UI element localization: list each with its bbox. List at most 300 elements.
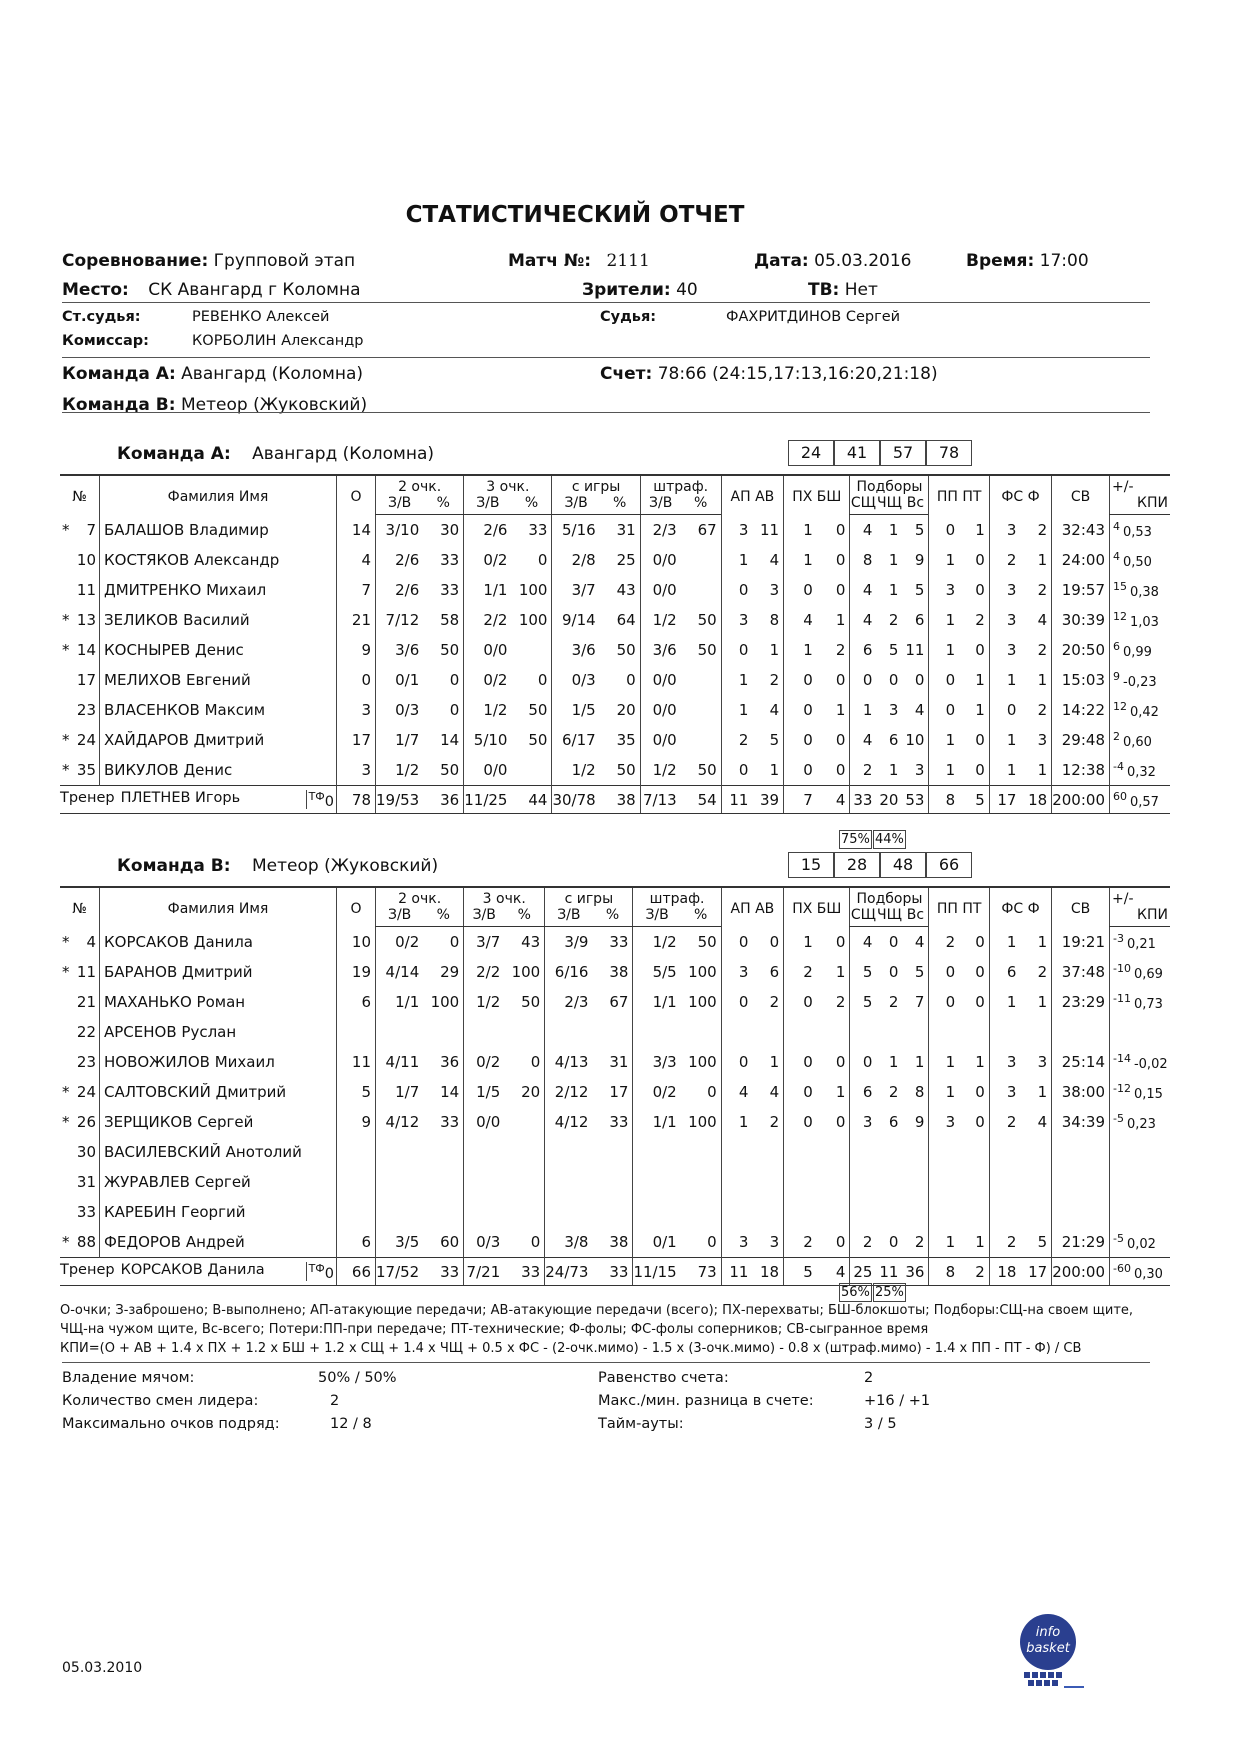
cell-chshch: 2 [888, 611, 899, 629]
cell-zf: 3/6 [640, 635, 681, 665]
cell-sshch: 4 [850, 605, 877, 635]
cell-ap: 1 [721, 695, 752, 725]
cell-pg: 50 [616, 761, 636, 779]
cell-p2: 33 [440, 1113, 460, 1131]
player-name: КОСТЯКОВ Александр [100, 545, 337, 575]
cell-vs: 53 [902, 786, 929, 814]
cell-p2: 100 [430, 993, 460, 1011]
cell-sshch: 25 [850, 1258, 877, 1286]
cell-sshch: 4 [850, 927, 877, 958]
cell-o: 9 [337, 635, 376, 665]
commissioner-label: Комиссар: [62, 333, 149, 349]
tf-label: ТФ [308, 1261, 325, 1275]
cell-pt: 1 [975, 671, 985, 689]
cell-plusminus-kpi [1110, 515, 1171, 546]
cell-kpi: 0,02 [1126, 1237, 1156, 1252]
cell-px: 2 [784, 957, 817, 987]
cell-pp: 3 [929, 1107, 959, 1137]
col-plusminus: +/- [1110, 475, 1171, 495]
cell-pg: 31 [609, 1053, 629, 1071]
cell-av: 3 [769, 581, 780, 599]
cell-o: 9 [337, 1107, 376, 1137]
cell-z3: 2/6 [464, 515, 512, 546]
cell-sshch: 4 [850, 575, 877, 605]
col-2pt-pct: % [423, 907, 464, 927]
cell-z2: 1/2 [376, 755, 424, 786]
cell-plusminus-kpi [1110, 786, 1171, 814]
cell-pg: 33 [592, 1258, 633, 1286]
cell-pt: 0 [975, 932, 985, 951]
cell-av: 8 [769, 611, 780, 629]
cell-number [60, 987, 100, 1017]
cell-zf: 1/2 [633, 927, 681, 958]
cell-pt: 1 [975, 701, 985, 719]
cell-zf: 0/2 [633, 1077, 681, 1107]
coach-name: КОРСАКОВ Данила [120, 1261, 265, 1278]
starter-mark: * [62, 1083, 70, 1101]
cell-pp [929, 1167, 959, 1197]
player-name: ВАСИЛЕВСКИЙ Анотолий [100, 1137, 337, 1167]
cell-bsh: 4 [817, 786, 850, 814]
cell-pf: 100 [688, 1113, 717, 1131]
cell-plusminus: 4 [1113, 550, 1120, 563]
cell-pg: 38 [600, 786, 641, 814]
cell-pg: 25 [616, 551, 636, 569]
cell-pg [592, 1017, 633, 1047]
cell-fs: 2 [989, 1107, 1020, 1137]
coach-label: Тренер [60, 789, 115, 806]
cell-fs: 3 [989, 605, 1020, 635]
cell-chshch: 3 [888, 701, 899, 719]
ties-label: Равенство счета: [598, 1370, 729, 1386]
cell-o: 21 [337, 605, 376, 635]
starter-mark: * [62, 611, 70, 629]
cell-chshch: 6 [888, 1113, 899, 1131]
cell-o [337, 1137, 376, 1167]
col-steals-blocks: ПХ БШ [784, 475, 850, 515]
cell-px: 5 [784, 1258, 817, 1286]
cell-kpi: 0,30 [1133, 1266, 1163, 1282]
cell-pg: 38 [609, 1233, 629, 1251]
cell-z3: 0/2 [464, 545, 512, 575]
cell-av: 2 [769, 1113, 780, 1131]
cell-plusminus: 2 [1113, 730, 1120, 743]
starter-mark: * [62, 1113, 70, 1131]
col-3pt-made: З/В [464, 495, 512, 515]
player-name: БАРАНОВ Дмитрий [100, 957, 337, 987]
player-row [60, 1017, 1170, 1047]
cell-chshch [876, 1197, 902, 1227]
cell-zg: 1/5 [552, 695, 600, 725]
chief-referee-row [62, 309, 141, 325]
col-3pt-pct: % [511, 495, 552, 515]
cell-kpi: 1,03 [1130, 615, 1159, 630]
match-row [508, 251, 650, 271]
cell-pt [959, 1017, 989, 1047]
cell-pt: 0 [975, 731, 985, 749]
cell-bsh: 2 [835, 993, 846, 1011]
cell-ap: 3 [721, 1227, 752, 1258]
cell-plusminus-kpi [1110, 545, 1171, 575]
print-date: 05.03.2010 [62, 1660, 143, 1676]
cell-plusminus: -3 [1113, 932, 1124, 945]
cell-z2: 1/7 [376, 1077, 424, 1107]
cell-sshch: 1 [850, 695, 877, 725]
col-def-reb: СЩ [850, 495, 877, 515]
col-fg-made: З/В [552, 495, 600, 515]
cell-z2: 4/14 [376, 957, 424, 987]
infobasket-logo-icon [1016, 1610, 1086, 1704]
cell-av: 4 [769, 701, 780, 719]
team-a-label: Команда А: [62, 364, 176, 384]
cell-number [60, 1137, 100, 1167]
cell-plusminus: -4 [1113, 760, 1124, 773]
cell-z3: 1/5 [464, 1077, 505, 1107]
cell-zg [545, 1017, 593, 1047]
cell-vs: 4 [914, 933, 925, 951]
cell-px: 0 [784, 755, 817, 786]
cell-px: 1 [784, 545, 817, 575]
player-row [60, 1197, 1170, 1227]
cell-pt: 0 [975, 1083, 985, 1101]
cell-z2: 19/53 [376, 786, 424, 814]
cell-plusminus: -5 [1113, 1112, 1124, 1125]
cell-fs: 2 [989, 1227, 1020, 1258]
cell-pp: 1 [929, 1077, 959, 1107]
cell-pp: 8 [929, 786, 959, 814]
legend [60, 1301, 1160, 1358]
cell-plusminus-kpi [1110, 1137, 1171, 1167]
cell-p3: 33 [528, 521, 548, 539]
cell-kpi: 0,21 [1126, 937, 1156, 952]
cell-chshch: 0 [888, 933, 899, 951]
cell-kpi: -0,02 [1133, 1057, 1168, 1072]
col-3pt: 3 очк. [464, 475, 552, 495]
cell-av: 18 [752, 1258, 783, 1286]
team-b-value: Метеор (Жуковский) [180, 395, 368, 415]
cell-bsh: 0 [835, 932, 846, 951]
cell-pf: 50 [697, 641, 717, 659]
col-plusminus: +/- [1110, 887, 1171, 907]
cell-number [60, 665, 100, 695]
starter-mark: * [62, 963, 70, 981]
player-row [60, 957, 1170, 987]
cell-p3: 20 [521, 1083, 541, 1101]
col-ft-made: З/В [633, 907, 681, 927]
cell-pp: 0 [929, 987, 959, 1017]
cell-z2: 4/11 [376, 1047, 424, 1077]
place-row [62, 280, 361, 300]
cell-zg: 3/7 [552, 575, 600, 605]
cell-number [60, 1227, 100, 1258]
cell-sv: 14:22 [1052, 695, 1110, 725]
cell-zf: 1/1 [633, 1107, 681, 1137]
player-row [60, 575, 1170, 605]
col-name: Фамилия Имя [100, 887, 337, 927]
cell-number [60, 545, 100, 575]
cell-o [337, 1017, 376, 1047]
max-run-value: 12 / 8 [330, 1416, 372, 1432]
cell-px [784, 1197, 817, 1227]
player-number: 31 [76, 1173, 96, 1191]
player-row [60, 1227, 1170, 1258]
cell-plusminus: -10 [1113, 962, 1131, 975]
cell-pf: 67 [697, 521, 717, 539]
starter-mark: * [62, 731, 70, 749]
cell-plusminus-kpi [1110, 665, 1171, 695]
cell-plusminus-kpi [1110, 1047, 1171, 1077]
cell-z2: 3/5 [376, 1227, 424, 1258]
starter-mark: * [62, 1233, 70, 1251]
cell-z2: 7/12 [376, 605, 424, 635]
cell-vs: 10 [905, 731, 925, 749]
cell-px: 1 [784, 515, 817, 546]
cell-sshch: 3 [850, 1107, 877, 1137]
cell-ap: 3 [721, 957, 752, 987]
cell-p3: 0 [530, 1233, 541, 1251]
player-number: 24 [76, 1083, 96, 1101]
possession-value: 50% / 50% [318, 1370, 397, 1386]
cell-vs: 1 [914, 1053, 925, 1071]
starter-mark: * [62, 641, 70, 659]
cell-vs: 5 [914, 581, 925, 599]
cell-pf [681, 695, 722, 725]
cell-plusminus-kpi [1110, 605, 1171, 635]
cell-p2: 33 [440, 581, 460, 599]
cell-plusminus-kpi [1110, 755, 1171, 786]
cell-bsh: 1 [835, 611, 846, 629]
cell-pg: 20 [616, 701, 636, 719]
cell-o [337, 1197, 376, 1227]
quarter-score-4: 78 [926, 440, 972, 466]
cell-z3 [464, 1017, 505, 1047]
quarter-score-2: 28 [834, 852, 880, 878]
cell-vs: 0 [914, 671, 925, 689]
cell-pp: 1 [929, 605, 959, 635]
cell-sshch [850, 1017, 877, 1047]
cell-plusminus: 6 [1113, 640, 1120, 653]
cell-p2: 50 [440, 641, 460, 659]
cell-sshch: 4 [850, 725, 877, 755]
header-divider-3 [62, 412, 1150, 413]
cell-p3 [504, 1197, 545, 1227]
cell-f: 17 [1020, 1258, 1051, 1286]
cell-o: 4 [337, 545, 376, 575]
cell-number [60, 1197, 100, 1227]
cell-bsh: 1 [835, 1083, 846, 1101]
cell-sv: 200:00 [1052, 1258, 1110, 1286]
player-name: ХАЙДАРОВ Дмитрий [100, 725, 337, 755]
cell-number [60, 1017, 100, 1047]
legend-line-3: КПИ=(О + АВ + 1.4 x ПХ + 1.2 x БШ + 1.2 x СЩ + 1.4 x ЧЩ + 0.5 x ФС - (2-очк.мимо) - 1.5 x (3-очк.мимо) - 0.8 x (штраф.мимо) - 1.4 x ПП - ПТ - Ф) / СВ [60, 1341, 1082, 1356]
cell-kpi: 0,15 [1133, 1087, 1163, 1102]
player-number: 4 [86, 932, 96, 951]
cell-plusminus: 9 [1113, 670, 1120, 683]
cell-pg: 17 [609, 1083, 629, 1101]
cell-pf: 50 [697, 761, 717, 779]
cell-f: 2 [1037, 581, 1048, 599]
score-label: Счет: [600, 364, 653, 384]
cell-plusminus: 4 [1113, 520, 1120, 533]
cell-f: 1 [1037, 671, 1048, 689]
col-fg: с игры [552, 475, 640, 495]
cell-vs: 11 [905, 641, 925, 659]
quarter-score-1: 15 [788, 852, 834, 878]
cell-plusminus: -11 [1113, 992, 1131, 1005]
player-row [60, 665, 1170, 695]
cell-f [1020, 1137, 1051, 1167]
cell-plusminus: 12 [1113, 700, 1127, 713]
spectators-label: Зрители: [582, 280, 671, 300]
cell-f [1020, 1017, 1051, 1047]
cell-z2 [376, 1137, 424, 1167]
col-fouls: ФС Ф [989, 887, 1051, 927]
cell-pp: 0 [929, 665, 959, 695]
cell-px: 0 [784, 665, 817, 695]
col-name: Фамилия Имя [100, 475, 337, 515]
cell-bsh: 1 [835, 701, 846, 719]
cell-z3: 3/7 [464, 927, 505, 958]
cell-bsh: 0 [835, 1113, 846, 1131]
cell-p2: 36 [440, 1053, 460, 1071]
cell-sv: 21:29 [1052, 1227, 1110, 1258]
cell-o: 5 [337, 1077, 376, 1107]
cell-plusminus-kpi [1110, 1197, 1171, 1227]
cell-f: 1 [1037, 993, 1048, 1011]
cell-chshch: 0 [888, 963, 899, 981]
cell-z3: 2/2 [464, 957, 505, 987]
cell-pg: 38 [609, 963, 629, 981]
cell-vs: 5 [914, 521, 925, 539]
cell-z3: 0/2 [464, 1047, 505, 1077]
cell-plusminus-kpi [1110, 725, 1171, 755]
col-ft: штраф. [633, 887, 721, 907]
cell-av [752, 1197, 783, 1227]
cell-number [60, 695, 100, 725]
cell-o: 6 [337, 987, 376, 1017]
header-divider-1 [62, 302, 1150, 303]
cell-p3 [504, 1017, 545, 1047]
cell-pt: 2 [959, 1258, 989, 1286]
cell-chshch: 1 [888, 521, 899, 539]
cell-fs [989, 1167, 1020, 1197]
cell-pg: 33 [609, 933, 629, 951]
cell-pt: 2 [975, 611, 985, 629]
date-value: 05.03.2016 [814, 251, 912, 271]
col-no: № [60, 475, 100, 515]
tv-label: ТВ: [808, 280, 840, 300]
cell-o: 3 [337, 755, 376, 786]
cell-chshch: 6 [888, 731, 899, 749]
cell-px: 1 [784, 927, 817, 958]
cell-px: 0 [784, 1107, 817, 1137]
cell-bsh: 0 [835, 520, 846, 539]
player-name: ВЛАСЕНКОВ Максим [100, 695, 337, 725]
cell-kpi: 0,23 [1126, 1117, 1156, 1132]
timeouts-value: 3 / 5 [864, 1416, 897, 1432]
cell-p2: 0 [449, 933, 460, 951]
cell-z2: 1/1 [376, 987, 424, 1017]
cell-sv: 30:39 [1052, 605, 1110, 635]
cell-av: 3 [769, 1233, 780, 1251]
cell-fs: 2 [989, 545, 1020, 575]
cell-p3: 0 [537, 671, 548, 689]
cell-plusminus: -5 [1113, 1232, 1124, 1245]
cell-zg: 6/16 [545, 957, 593, 987]
cell-chshch: 1 [888, 1053, 899, 1071]
time-label: Время: [966, 251, 1035, 271]
referee-label: Судья: [600, 309, 657, 325]
cell-number [60, 927, 100, 958]
col-2pt: 2 очк. [376, 887, 464, 907]
cell-zg: 3/6 [552, 635, 600, 665]
cell-zg: 3/9 [545, 927, 593, 958]
cell-sv: 37:48 [1052, 957, 1110, 987]
cell-pg: 33 [609, 1113, 629, 1131]
cell-pf [681, 1167, 722, 1197]
cell-sv: 12:38 [1052, 755, 1110, 786]
cell-p2: 14 [440, 731, 460, 749]
cell-number [60, 1077, 100, 1107]
cell-ap: 3 [721, 515, 752, 546]
player-name: САЛТОВСКИЙ Дмитрий [100, 1077, 337, 1107]
col-no: № [60, 887, 100, 927]
cell-pp: 2 [929, 927, 959, 958]
cell-f [1020, 1197, 1051, 1227]
cell-sv [1052, 1197, 1110, 1227]
player-number: 26 [76, 1113, 96, 1131]
cell-sv: 34:39 [1052, 1107, 1110, 1137]
cell-vs [902, 1197, 929, 1227]
score-value: 78:66 (24:15,17:13,16:20,21:18) [657, 364, 938, 384]
cell-zf: 1/1 [633, 987, 681, 1017]
cell-number [60, 515, 100, 546]
cell-plusminus-kpi [1110, 927, 1171, 958]
cell-zf [633, 1167, 681, 1197]
cell-bsh: 1 [835, 963, 846, 981]
cell-pf: 73 [681, 1258, 722, 1286]
cell-number [60, 755, 100, 786]
cell-zg: 2/8 [552, 545, 600, 575]
cell-av: 6 [769, 963, 780, 981]
place-value: СК Авангард г Коломна [148, 280, 361, 300]
cell-o: 14 [337, 515, 376, 546]
cell-kpi: 0,38 [1130, 585, 1159, 600]
cell-zf: 0/1 [633, 1227, 681, 1258]
cell-bsh: 0 [835, 761, 846, 779]
cell-z2: 17/52 [376, 1258, 424, 1286]
cell-av: 11 [760, 520, 780, 539]
cell-fs: 1 [989, 665, 1020, 695]
team-section-header [117, 444, 434, 464]
cell-number [60, 635, 100, 665]
cell-p3 [511, 755, 552, 786]
cell-zf: 0/0 [640, 545, 681, 575]
cell-av: 1 [769, 1053, 780, 1071]
cell-plusminus-kpi [1110, 695, 1171, 725]
cell-av [752, 1017, 783, 1047]
cell-bsh [817, 1017, 850, 1047]
starter-mark: * [62, 761, 70, 779]
cell-pp: 3 [929, 575, 959, 605]
cell-z3: 1/1 [464, 575, 512, 605]
col-total-reb: Вс [902, 907, 929, 927]
cell-chshch: 11 [876, 1258, 902, 1286]
cell-fs: 6 [989, 957, 1020, 987]
off-reb-pct: 44% [875, 832, 904, 847]
cell-av: 2 [769, 993, 780, 1011]
cell-z3: 0/2 [464, 665, 512, 695]
